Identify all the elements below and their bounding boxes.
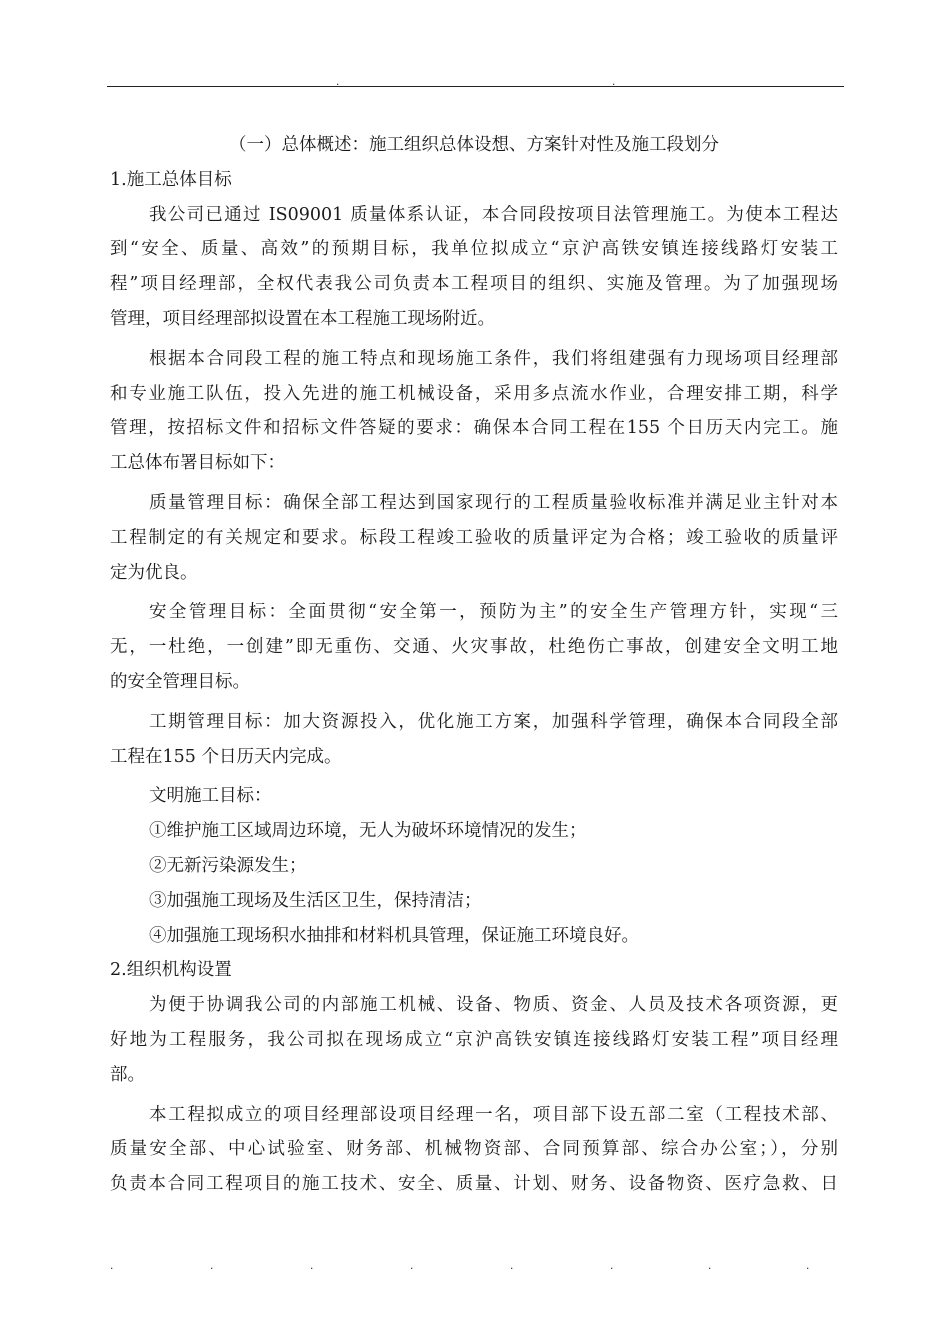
text-line: 工总体布署目标如下：: [110, 453, 285, 474]
paragraph-organization: [110, 988, 838, 1092]
footer-dot: .: [310, 1258, 314, 1272]
text-line: 工程制定的有关规定和要求。标段工程竣工验收的质量评定为合格；竣工验收的质量评: [110, 527, 838, 548]
civilized-goal-list: [110, 814, 838, 953]
footer-dot: .: [410, 1258, 414, 1272]
text-line: 到“安全、质量、高效”的预期目标，我单位拟成立“京沪高铁安镇连接线路灯安装工: [110, 239, 838, 260]
paragraph-departments: [110, 1098, 838, 1202]
text-line: 部。: [110, 1064, 145, 1085]
list-item: ①维护施工区域周边环境，无人为破坏环境情况的发生；: [149, 821, 587, 842]
text-line: 安全管理目标：全面贯彻“安全第一，预防为主”的安全生产管理方针，实现“三: [149, 602, 838, 623]
text-line: 好地为工程服务，我公司拟在现场成立“京沪高铁安镇连接线路灯安装工程”项目经理: [110, 1029, 838, 1050]
document-body: [110, 128, 838, 1202]
heading-2: 2.组织机构设置: [110, 960, 232, 981]
list-item: ③加强施工现场及生活区卫生，保持清洁；: [149, 890, 482, 911]
footer-dot: .: [708, 1258, 712, 1272]
paragraph-deployment: [110, 342, 838, 481]
text-line: 和专业施工队伍，投入先进的施工机械设备，采用多点流水作业，合理安排工期，科学: [110, 383, 838, 404]
section-title: （一）总体概述：施工组织总体设想、方案针对性及施工段划分: [229, 135, 719, 155]
heading-1: 1.施工总体目标: [110, 169, 232, 190]
footer-dot: .: [110, 1258, 114, 1272]
header-dot: .: [612, 74, 616, 88]
paragraph-quality-goal: [110, 486, 838, 590]
text-line: 本工程拟成立的项目经理部设项目经理一名，项目部下设五部二室（工程技术部、: [149, 1104, 838, 1125]
list-item: ②无新污染源发生；: [149, 855, 307, 876]
text-line: 质量安全部、中心试验室、财务部、机械物资部、合同预算部、综合办公室；），分别: [110, 1139, 838, 1160]
text-line: 程”项目经理部，全权代表我公司负责本工程项目的组织、实施及管理。为了加强现场: [110, 274, 838, 295]
text-line: 无，一杜绝，一创建”即无重伤、交通、火灾事故，杜绝伤亡事故，创建安全文明工地: [110, 637, 838, 658]
footer-dot: .: [210, 1258, 214, 1272]
text-line: 质量管理目标：确保全部工程达到国家现行的工程质量验收标准并满足业主针对本: [149, 492, 838, 513]
text-line: 的安全管理目标。: [110, 671, 250, 692]
paragraph-safety-goal: [110, 595, 838, 699]
paragraph-schedule-goal: [110, 705, 838, 775]
paragraph-overall-goal: [110, 198, 838, 337]
text-line: 工程在155 个日历天内完成。: [110, 746, 342, 767]
footer-dot: .: [610, 1258, 614, 1272]
footer-dot: .: [806, 1258, 810, 1272]
text-line: 根据本合同段工程的施工特点和现场施工条件，我们将组建强有力现场项目经理部: [149, 348, 838, 369]
header-dot: .: [336, 74, 340, 88]
list-item: ④加强施工现场积水抽排和材料机具管理，保证施工环境良好。: [149, 925, 639, 946]
footer-dot: .: [510, 1258, 514, 1272]
text-line: 工期管理目标：加大资源投入，优化施工方案，加强科学管理，确保本合同段全部: [149, 711, 838, 732]
text-line: 为便于协调我公司的内部施工机械、设备、物质、资金、人员及技术各项资源，更: [149, 995, 838, 1016]
text-line: 负责本合同工程项目的施工技术、安全、质量、计划、财务、设备物资、医疗急救、日: [110, 1174, 838, 1195]
civilized-goal-label: 文明施工目标：: [149, 786, 272, 807]
text-line: 管理，按招标文件和招标文件答疑的要求：确保本合同工程在155 个日历天内完工。施: [110, 418, 838, 439]
text-line: 管理，项目经理部拟设置在本工程施工现场附近。: [110, 308, 495, 329]
text-line: 我公司已通过 IS09001 质量体系认证，本合同段按项目法管理施工。为使本工程达: [149, 204, 838, 225]
text-line: 定为优良。: [110, 562, 198, 583]
header-rule: [107, 86, 844, 87]
